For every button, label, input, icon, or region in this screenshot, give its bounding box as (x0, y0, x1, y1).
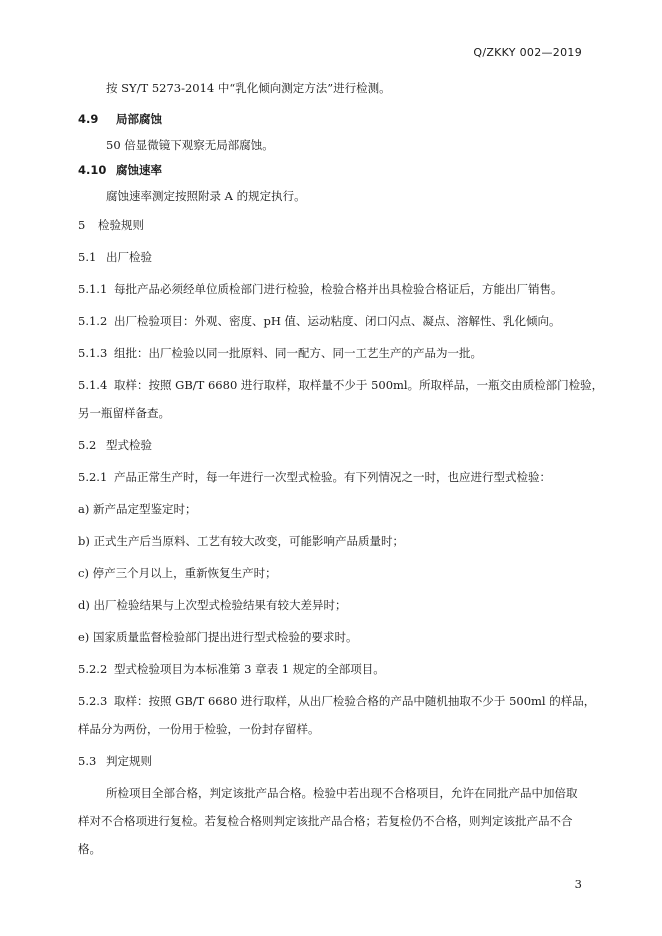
clause-5-2-1: 5.2.1 产品正常生产时，每一年进行一次型式检验。有下列情况之一时，也应进行型式检验： (78, 470, 551, 484)
section-heading-5-1: 5.1 出厂检验 (78, 250, 152, 264)
text-line: 按 SY/T 5273-2014 中“乳化倾向测定方法”进行检测。 (106, 81, 391, 95)
clause-5-1-4: 5.1.4 取样：按照 GB/T 6680 进行取样，取样量不少于 500ml。所取样品，一瓶交由质检部门检验， (78, 378, 604, 392)
section-heading-5-2: 5.2 型式检验 (78, 438, 152, 452)
clause-5-2-2: 5.2.2 型式检验项目为本标准第 3 章表 1 规定的全部项目。 (78, 662, 385, 676)
list-item-c: c) 停产三个月以上，重新恢复生产时； (78, 566, 277, 580)
clause-5-1-3: 5.1.3 组批：出厂检验以同一批原料、同一配方、同一工艺生产的产品为一批。 (78, 346, 482, 360)
text-line: 样品分为两份，一份用于检验，一份封存留样。 (78, 722, 320, 736)
page-number: 3 (574, 877, 582, 891)
paragraph-line: 所检项目全部合格，判定该批产品合格。检验中若出现不合格项目，允许在同批产品中加倍取 (106, 786, 578, 800)
list-item-d: d) 出厂检验结果与上次型式检验结果有较大差异时； (78, 598, 347, 612)
section-heading-4-9: 4.9 局部腐蚀 (78, 112, 162, 126)
paragraph-line: 格。 (78, 842, 101, 856)
text-line: 另一瓶留样备查。 (78, 406, 170, 420)
list-item-e: e) 国家质量监督检验部门提出进行型式检验的要求时。 (78, 630, 358, 644)
list-item-b: b) 正式生产后当原料、工艺有较大改变，可能影响产品质量时； (78, 534, 405, 548)
section-heading-4-10: 4.10 腐蚀速率 (78, 163, 162, 177)
list-item-a: a) 新产品定型鉴定时； (78, 502, 197, 516)
text-line: 腐蚀速率测定按照附录 A 的规定执行。 (106, 189, 306, 203)
clause-5-1-2: 5.1.2 出厂检验项目：外观、密度、pH 值、运动粘度、闭口闪点、凝点、溶解性、乳化倾向。 (78, 314, 561, 328)
section-heading-5: 5 检验规则 (78, 218, 144, 232)
clause-5-2-3: 5.2.3 取样：按照 GB/T 6680 进行取样，从出厂检验合格的产品中随机抽取不少于 500ml 的样品， (78, 694, 596, 708)
standard-code: Q/ZKKY 002—2019 (473, 46, 582, 59)
clause-5-1-1: 5.1.1 每批产品必须经单位质检部门进行检验，检验合格并出具检验合格证后，方能出厂销售。 (78, 282, 563, 296)
section-heading-5-3: 5.3 判定规则 (78, 754, 152, 768)
paragraph-line: 样对不合格项进行复检。若复检合格则判定该批产品合格；若复检仍不合格，则判定该批产品不合 (78, 814, 573, 828)
text-line: 50 倍显微镜下观察无局部腐蚀。 (106, 138, 274, 152)
